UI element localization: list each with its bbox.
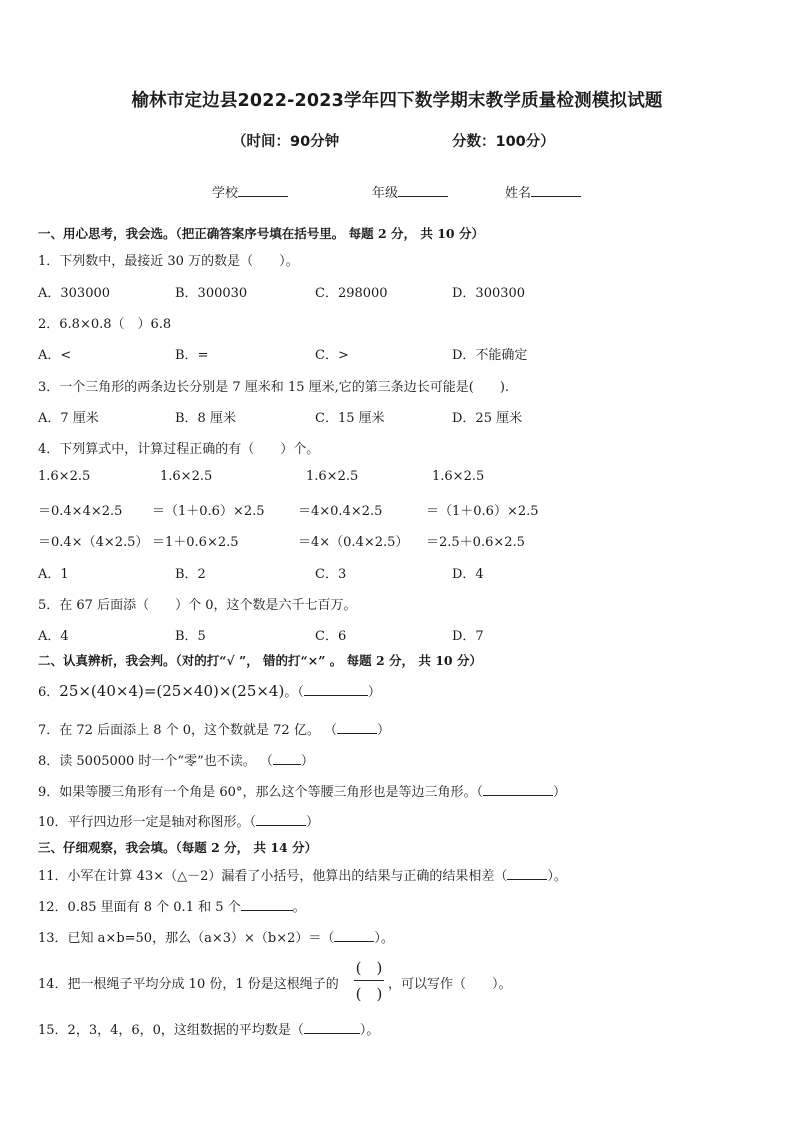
q4-calc-2-line-2: ＝（1＋0.6）×2.5 bbox=[152, 504, 265, 519]
section-1-heading: 一、用心思考，我会选。（把正确答案序号填在括号里。 每题 2 分， 共 10 分） bbox=[38, 226, 484, 241]
q3-option-d: D．25 厘米 bbox=[452, 411, 523, 426]
q1-option-a: A．303000 bbox=[38, 286, 111, 301]
q6-expression: 25×(40×4)=(25×40)×(25×4) bbox=[59, 682, 285, 700]
q14-numerator: ( ) bbox=[355, 959, 383, 977]
q4-calc-1-line-2: ＝0.4×4×2.5 bbox=[38, 504, 123, 519]
exam-time: （时间：90分钟 bbox=[232, 134, 340, 150]
school-field: 学校 bbox=[212, 182, 288, 201]
q4-option-a: A．1 bbox=[38, 567, 69, 582]
q4-calc-3-line-3: ＝4×（0.4×2.5） bbox=[298, 535, 409, 550]
q4-calc-3-line-2: ＝4×0.4×2.5 bbox=[298, 504, 383, 519]
q3-option-c: C．15 厘米 bbox=[315, 411, 385, 426]
q15-answer-blank bbox=[304, 1020, 360, 1034]
q4-option-c: C．3 bbox=[315, 567, 347, 582]
q3-option-a: A．7 厘米 bbox=[38, 411, 99, 426]
question-1: 1．下列数中，最接近 30 万的数是（ ）。 bbox=[38, 254, 299, 269]
question-5: 5．在 67 后面添（ ）个 0，这个数是六千七百万。 bbox=[38, 598, 357, 613]
question-12: 12．0.85 里面有 8 个 0.1 和 5 个 。 bbox=[38, 896, 306, 915]
q5-option-b: B．5 bbox=[175, 629, 206, 644]
name-field: 姓名 bbox=[505, 182, 581, 201]
q4-option-b: B．2 bbox=[175, 567, 206, 582]
q4-calc-3-line-1: 1.6×2.5 bbox=[306, 469, 359, 484]
q5-option-d: D．7 bbox=[452, 629, 484, 644]
exam-score: 分数：100分） bbox=[452, 134, 555, 150]
q14-fraction bbox=[352, 957, 386, 1005]
grade-field: 年级 bbox=[372, 182, 448, 201]
q1-option-b: B．300030 bbox=[175, 286, 248, 301]
q4-calc-2-line-1: 1.6×2.5 bbox=[160, 469, 213, 484]
q13-answer-blank bbox=[334, 928, 374, 942]
q4-calc-4-line-1: 1.6×2.5 bbox=[432, 469, 485, 484]
q2-option-b: B．= bbox=[175, 348, 209, 363]
question-2: 2．6.8×0.8（ ）6.8 bbox=[38, 317, 172, 332]
q6-answer-blank bbox=[304, 682, 368, 696]
question-10: 10．平行四边形一定是轴对称图形。（ ） bbox=[38, 811, 319, 830]
section-3-heading: 三、仔细观察，我会填。（每题 2 分， 共 14 分） bbox=[38, 840, 318, 855]
q1-option-c: C．298000 bbox=[315, 286, 388, 301]
q14-fraction-bar bbox=[354, 980, 384, 981]
question-14-part-1: 14．把一根绳子平均分成 10 份，1 份是这根绳子的 bbox=[38, 977, 339, 992]
q11-answer-blank bbox=[507, 866, 547, 880]
q9-answer-blank bbox=[483, 782, 553, 796]
q4-calc-1-line-3: ＝0.4×（4×2.5） bbox=[38, 535, 149, 550]
q2-option-d: D．不能确定 bbox=[452, 348, 528, 363]
page-title: 榆林市定边县2022-2023学年四下数学期末教学质量检测模拟试题 bbox=[131, 91, 663, 111]
question-14-part-2: ，可以写作（ ）。 bbox=[388, 977, 512, 992]
question-8: 8．读 5005000 时一个“零”也不读。 （ ） bbox=[38, 750, 314, 769]
q7-answer-blank bbox=[337, 720, 377, 734]
q4-calc-2-line-3: ＝1＋0.6×2.5 bbox=[152, 535, 239, 550]
question-7: 7．在 72 后面添上 8 个 0，这个数就是 72 亿。 （ ） bbox=[38, 719, 390, 738]
question-13: 13．已知 a×b=50，那么（a×3）×（b×2）＝（ ）。 bbox=[38, 927, 394, 946]
section-2-heading: 二、认真辨析，我会判。（对的打“√ ”， 错的打“×” 。 每题 2 分， 共 10 分） bbox=[38, 653, 482, 668]
q4-option-d: D．4 bbox=[452, 567, 484, 582]
q14-denominator: ( ) bbox=[355, 985, 383, 1003]
q2-option-a: A．< bbox=[38, 348, 72, 363]
question-11: 11．小军在计算 43×（△－2）漏看了小括号，他算出的结果与正确的结果相差（ ）。 bbox=[38, 865, 567, 884]
q5-option-c: C．6 bbox=[315, 629, 347, 644]
question-6: 6．25×(40×4)=(25×40)×(25×4)。（ ） bbox=[38, 682, 381, 700]
q2-option-c: C．> bbox=[315, 348, 349, 363]
q4-calc-1-line-1: 1.6×2.5 bbox=[38, 469, 91, 484]
q5-option-a: A．4 bbox=[38, 629, 69, 644]
question-4: 4．下列算式中，计算过程正确的有（ ）个。 bbox=[38, 442, 320, 457]
q10-answer-blank bbox=[256, 812, 306, 826]
q12-answer-blank bbox=[241, 897, 293, 911]
question-3: 3．一个三角形的两条边长分别是 7 厘米和 15 厘米,它的第三条边长可能是( ). bbox=[38, 380, 510, 395]
q3-option-b: B．8 厘米 bbox=[175, 411, 236, 426]
q8-answer-blank bbox=[273, 751, 301, 765]
q4-calc-4-line-3: ＝2.5＋0.6×2.5 bbox=[426, 535, 525, 550]
q1-option-d: D．300300 bbox=[452, 286, 526, 301]
question-15: 15．2，3，4，6，0，这组数据的平均数是（ ）。 bbox=[38, 1019, 379, 1038]
q4-calc-4-line-2: ＝（1＋0.6）×2.5 bbox=[426, 504, 539, 519]
question-9: 9．如果等腰三角形有一个角是 60°，那么这个等腰三角形也是等边三角形。（ ） bbox=[38, 781, 566, 800]
